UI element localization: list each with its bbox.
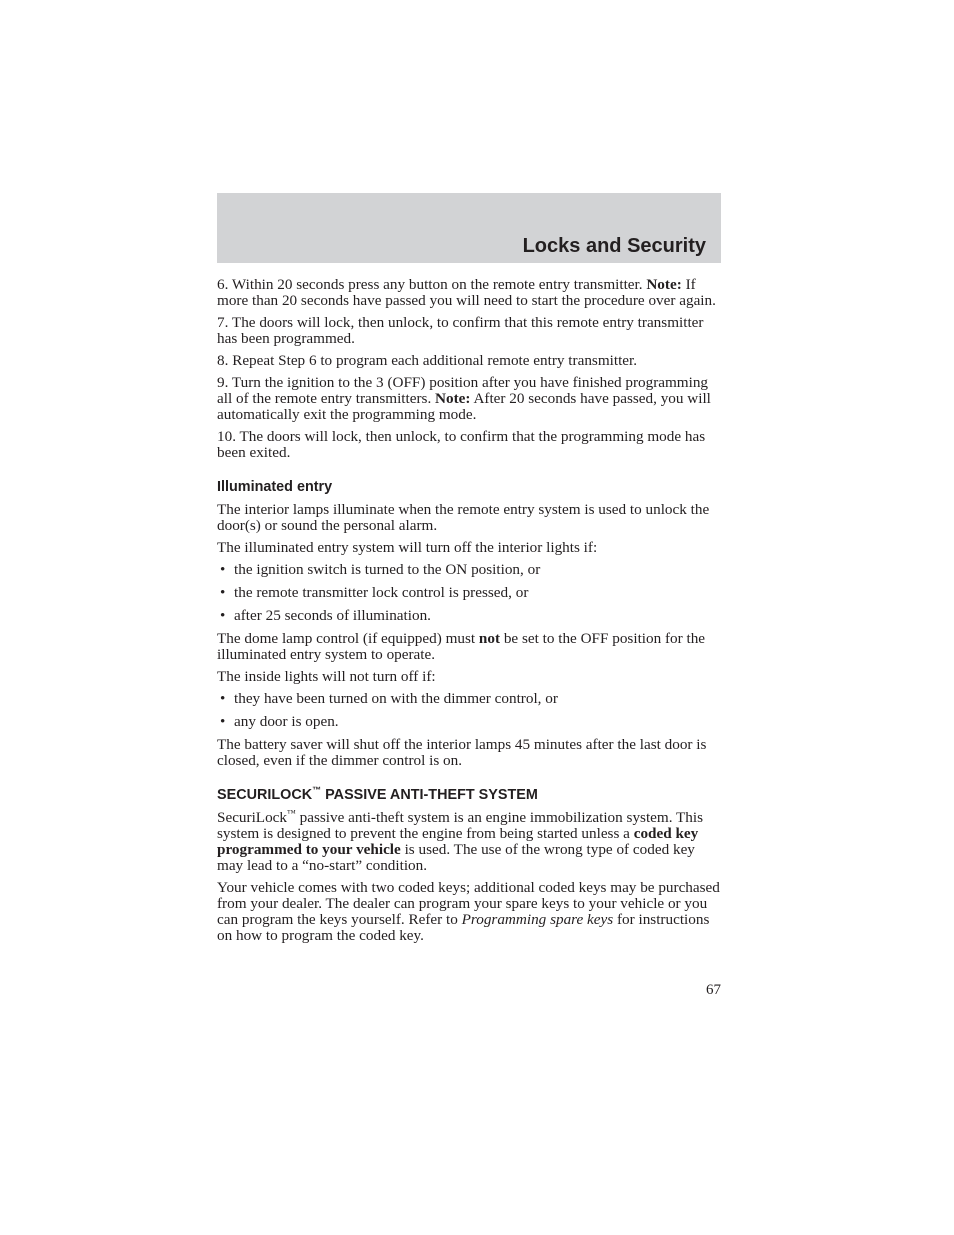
coded-keys-text-pre: Your vehicle comes with two coded keys; additional coded keys may be purchased from your dealer. The dealer can program your spare keys to your vehicle or you can program the keys yourself. Refer to	[217, 879, 720, 928]
securilock-text-post: is used. The use of the wrong type of coded key may lead to a “no-start” condition.	[217, 841, 695, 874]
securilock-emphasis: coded key programmed to your vehicle	[217, 825, 699, 858]
list-item	[217, 562, 721, 578]
page-content	[217, 277, 721, 950]
step-9	[217, 375, 721, 423]
step-9-note-label: Note:	[435, 390, 471, 407]
coded-keys-text-post: for instructions on how to program the coded key.	[217, 911, 710, 944]
list-item-text: the remote transmitter lock control is pressed, or	[234, 584, 529, 601]
securilock-heading-pre: SECURILOCK	[217, 787, 313, 803]
bullet-icon: •	[220, 584, 226, 601]
inside-lights-paragraph: The inside lights will not turn off if:	[217, 668, 436, 685]
bullet-icon: •	[220, 607, 226, 624]
trademark-icon: ™	[312, 785, 322, 796]
step-9-note-text: After 20 seconds have passed, you will automatically exit the programming mode.	[217, 390, 711, 423]
illuminated-entry-paragraph-2: The illuminated entry system will turn off the interior lights if:	[217, 539, 598, 556]
securilock-heading	[217, 787, 721, 803]
illuminated-entry-heading: Illuminated entry	[217, 479, 333, 495]
section-title: Locks and Security	[522, 235, 706, 257]
dome-lamp-emphasis: not	[478, 630, 501, 647]
trademark-icon: ™	[287, 807, 296, 818]
securilock-name: SecuriLock	[217, 809, 288, 826]
securilock-text-pre: passive anti-theft system is an engine immobilization system. This system is designed to prevent the engine from being started unless a	[217, 809, 704, 842]
page-number: 67	[706, 982, 721, 998]
dome-lamp-paragraph	[217, 631, 721, 663]
turn-off-conditions-list	[217, 562, 721, 624]
step-6-note-text: If more than 20 seconds have passed you will need to start the procedure over again.	[217, 276, 716, 309]
stay-on-conditions-list	[217, 691, 721, 730]
dome-lamp-text-post: be set to the OFF position for the illuminated entry system to operate.	[217, 630, 706, 663]
header-band	[217, 193, 721, 263]
list-item	[217, 714, 721, 730]
battery-saver-paragraph: The battery saver will shut off the interior lamps 45 minutes after the last door is closed, even if the dimmer control is on.	[217, 736, 707, 769]
bullet-icon: •	[220, 713, 226, 730]
dome-lamp-text-pre: The dome lamp control (if equipped) must	[217, 630, 476, 647]
list-item	[217, 691, 721, 707]
list-item-text: any door is open.	[234, 713, 339, 730]
securilock-paragraph-1	[217, 807, 721, 874]
step-9-text: 9. Turn the ignition to the 3 (OFF) position after you have finished programming all of the remote entry transmitters.	[217, 374, 709, 407]
list-item	[217, 608, 721, 624]
step-6	[217, 277, 721, 309]
illuminated-entry-paragraph-1: The interior lamps illuminate when the remote entry system is used to unlock the door(s) or sound the personal alarm.	[217, 501, 710, 534]
list-item-text: they have been turned on with the dimmer control, or	[234, 690, 558, 707]
list-item-text: the ignition switch is turned to the ON position, or	[234, 561, 541, 578]
step-6-note-label: Note:	[646, 276, 682, 293]
step-10: 10. The doors will lock, then unlock, to confirm that the programming mode has been exited.	[217, 428, 706, 461]
list-item	[217, 585, 721, 601]
step-8: 8. Repeat Step 6 to program each additional remote entry transmitter.	[217, 352, 638, 369]
securilock-paragraph-2	[217, 880, 721, 944]
step-7: 7. The doors will lock, then unlock, to confirm that this remote entry transmitter has been programmed.	[217, 314, 704, 347]
list-item-text: after 25 seconds of illumination.	[234, 607, 431, 624]
bullet-icon: •	[220, 690, 226, 707]
bullet-icon: •	[220, 561, 226, 578]
programming-spare-keys-reference: Programming spare keys	[461, 911, 614, 928]
securilock-heading-post: PASSIVE ANTI-THEFT SYSTEM	[321, 787, 538, 803]
step-6-text: 6. Within 20 seconds press any button on the remote entry transmitter.	[217, 276, 643, 293]
